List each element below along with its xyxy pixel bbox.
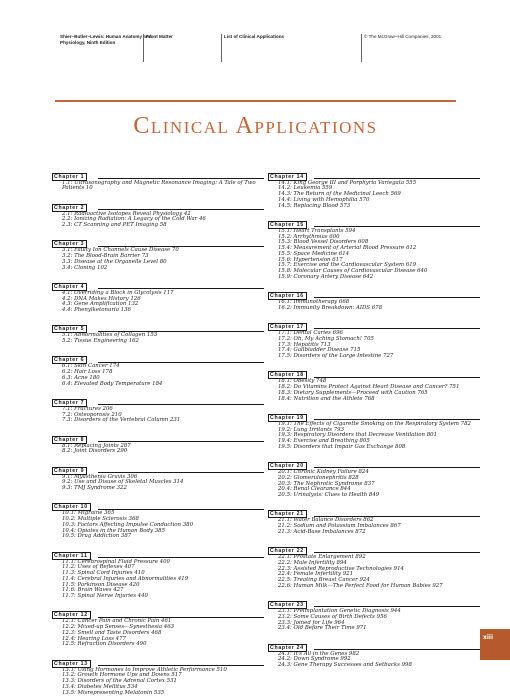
clinical-application-entry: 15.6: Hypertension 617 (268, 258, 480, 264)
clinical-application-entry: 8.2: Joint Disorders 290 (52, 449, 264, 455)
clinical-application-entry: 24.1: It's All in the Genes 982 (268, 652, 480, 658)
clinical-application-entry: 13.1: Using Hormones to Improve Athletic Performance 510 (52, 668, 264, 674)
running-header (58, 34, 498, 62)
clinical-application-entry: 16.2: Immunity Breakdown: AIDS 678 (268, 306, 480, 312)
clinical-application-entry: 20.3: The Nephrotic Syndrome 837 (268, 482, 480, 488)
chapter-block (268, 591, 480, 632)
clinical-application-entry: 15.5: Space Medicine 614 (268, 252, 480, 258)
chapter-block (52, 650, 264, 696)
chapter-heading: Chapter 6 (52, 356, 87, 364)
clinical-application-entry: 10.1: Migraine 365 (52, 511, 264, 517)
chapter-block (52, 273, 264, 314)
chapter-heading: Chapter 8 (52, 436, 87, 444)
clinical-application-entry: 10.4: Opiates in the Human Body 385 (52, 529, 264, 535)
clinical-application-entry: 23.2: Some Causes of Birth Defects 956 (268, 615, 480, 621)
clinical-application-entry: 18.1: Obesity 748 (268, 379, 480, 385)
clinical-application-entry: 19.4: Exercise and Breathing 805 (268, 439, 480, 445)
chapter-rule (314, 377, 480, 378)
chapter-heading: Chapter 22 (268, 547, 307, 555)
clinical-application-entry: 14.5: Replacing Blood 573 (268, 204, 480, 210)
chapter-block (52, 542, 264, 600)
clinical-application-entry: 15.9: Coronary Artery Disease 642 (268, 275, 480, 281)
clinical-application-entry: 17.3: Hepatitis 713 (268, 343, 480, 349)
page-number-tab (480, 629, 510, 660)
chapter-rule (98, 441, 264, 442)
clinical-application-entry: 6.4: Elevated Body Temperature 184 (52, 382, 264, 388)
chapter-block (52, 426, 264, 456)
chapter-block (268, 163, 480, 210)
clinical-application-entry: 20.5: Urinalysis: Clues to Health 849 (268, 493, 480, 499)
clinical-application-entry: 9.3: TMJ Syndrome 322 (52, 486, 264, 492)
clinical-application-entry: 4.2: DNA Makes History 126 (52, 297, 264, 303)
clinical-application-entry: 10.3: Factors Affecting Impulse Conduction 380 (52, 523, 264, 529)
clinical-application-entry: 19.2: Lung Irritants 793 (268, 428, 480, 434)
chapter-block (268, 211, 480, 281)
clinical-application-entry: 21.2: Sodium and Potassium Imbalances 867 (268, 524, 480, 530)
clinical-application-entry: 15.3: Blood Vessel Disorders 608 (268, 240, 480, 246)
chapter-heading: Chapter 1 (52, 173, 87, 181)
chapter-heading: Chapter 19 (268, 414, 307, 422)
chapter-rule (98, 209, 264, 210)
clinical-application-entry: 14.4: Living with Hemophilia 570 (268, 198, 480, 204)
page-number: xiii (483, 634, 493, 641)
chapter-rule (98, 362, 264, 363)
title-rule (55, 100, 456, 102)
chapter-block (52, 163, 264, 193)
clinical-application-entry: 4.1: Overriding a Block in Glycolysis 117 (52, 291, 264, 297)
clinical-application-entry: 11.3: Spinal Cord Injuries 410 (52, 571, 264, 577)
chapter-block (268, 452, 480, 499)
chapter-heading: Chapter 11 (52, 552, 91, 560)
clinical-application-entry: 20.1: Chronic Kidney Failure 824 (268, 470, 480, 476)
clinical-application-entry: 21.3: Acid-Base Imbalances 872 (268, 530, 480, 536)
clinical-application-entry: 7.3: Disorders of the Vertebral Column 231 (52, 418, 264, 424)
clinical-application-entry: 23.1: Preimplantation Genetic Diagnosis 944 (268, 609, 480, 615)
clinical-application-entry: 3.2: The Blood-Brain Barrier 73 (52, 254, 264, 260)
chapter-heading: Chapter 14 (268, 173, 307, 181)
clinical-application-entry: 17.4: Gallbladder Disease 715 (268, 348, 480, 354)
clinical-application-entry: 12.5: Refraction Disorders 490 (52, 642, 264, 648)
chapter-block (52, 315, 264, 345)
clinical-application-entry: 3.4: Cloning 102 (52, 266, 264, 272)
clinical-application-entry: 11.7: Spinal Nerve Injuries 440 (52, 594, 264, 600)
clinical-application-entry: 17.2: Oh, My Aching Stomach! 705 (268, 337, 480, 343)
chapter-heading: Chapter 18 (268, 371, 307, 379)
chapter-heading: Chapter 13 (52, 660, 91, 668)
clinical-application-entry: 18.4: Nutrition and the Athlete 768 (268, 397, 480, 403)
clinical-application-entry: 23.4: Old Before Their Time 971 (268, 626, 480, 632)
clinical-application-entry: 10.2: Multiple Sclerosis 368 (52, 517, 264, 523)
clinical-application-entry: 19.5: Disorders that Impair Gas Exchange 808 (268, 445, 480, 451)
left-column (52, 161, 264, 696)
clinical-application-entry: 22.3: Assisted Reproductive Technologies 914 (268, 567, 480, 573)
chapter-block (52, 194, 264, 229)
clinical-application-entry: 22.4: Female Infertility 921 (268, 572, 480, 578)
clinical-application-entry: 24.2: Down Syndrome 992 (268, 657, 480, 663)
clinical-application-entry: 12.4: Hearing Loss 477 (52, 637, 264, 643)
clinical-application-entry: 3.1: Faulty Ion Channels Cause Disease 70 (52, 248, 264, 254)
clinical-application-entry: 2.2: Ionizing Radiation: A Legacy of the Cold War 46 (52, 217, 264, 223)
clinical-application-entry: 1.1: Ultrasonography and Magnetic Resonance Imaging: A Tale of Two Patients 10 (52, 181, 264, 193)
clinical-application-entry: 19.1: The Effects of Cigarette Smoking on the Respiratory System 782 (268, 422, 480, 428)
clinical-application-entry: 4.3: Gene Amplification 132 (52, 302, 264, 308)
chapter-block (52, 493, 264, 540)
section-name: Front Matter (143, 34, 206, 62)
clinical-application-entry: 9.1: Myasthenia Gravis 306 (52, 475, 264, 481)
clinical-application-entry: 14.3: The Return of the Medicinal Leech 569 (268, 192, 480, 198)
clinical-application-entry: 7.1: Fractures 206 (52, 407, 264, 413)
chapter-block (268, 500, 480, 535)
clinical-application-entry: 15.8: Molecular Causes of Cardiovascular Disease 640 (268, 269, 480, 275)
copyright-notice: © The McGraw−Hill Companies, 2001 (361, 34, 484, 62)
clinical-application-entry: 22.1: Prostate Enlargement 892 (268, 555, 480, 561)
clinical-application-entry: 20.2: Glomerulonephritis 828 (268, 476, 480, 482)
chapter-block (52, 230, 264, 271)
clinical-application-entry: 18.2: Do Vitamins Protect Against Heart Disease and Cancer? 751 (268, 385, 480, 391)
page-topic: List of Clinical Applications (221, 34, 314, 62)
clinical-application-entry: 14.2: Leukemia 559 (268, 186, 480, 192)
clinical-application-entry: 15.4: Measurement of Arterial Blood Pressure 612 (268, 246, 480, 252)
chapter-rule (98, 665, 264, 666)
chapter-heading: Chapter 21 (268, 510, 307, 518)
clinical-application-entry: 5.1: Abnormalities of Collagen 153 (52, 333, 264, 339)
clinical-application-entry: 8.1: Replacing Joints 287 (52, 444, 264, 450)
chapter-heading: Chapter 10 (52, 503, 91, 511)
clinical-application-entry: 13.3: Disorders of the Adrenal Cortex 531 (52, 679, 264, 685)
chapter-rule (314, 178, 480, 179)
chapter-rule (314, 419, 480, 420)
clinical-application-entry: 7.2: Osteoporosis 210 (52, 413, 264, 419)
page-title: Clinical Applications (55, 112, 456, 140)
clinical-application-entry: 24.3: Gene Therapy Successes and Setbacks 998 (268, 663, 480, 669)
chapter-rule (314, 649, 480, 650)
clinical-application-entry: 13.5: Misrepresenting Melatonin 535 (52, 691, 264, 696)
clinical-application-entry: 15.2: Arrhythmias 600 (268, 235, 480, 241)
chapter-heading: Chapter 5 (52, 325, 87, 333)
clinical-application-entry: 22.2: Male Infertility 894 (268, 561, 480, 567)
clinical-application-entry: 11.2: Uses of Reflexes 407 (52, 565, 264, 571)
chapter-heading: Chapter 7 (52, 399, 87, 407)
clinical-application-entry: 2.3: CT Scanning and PET Imaging 58 (52, 223, 264, 229)
chapter-rule (314, 226, 480, 227)
chapter-block (52, 457, 264, 492)
book-title: Shier−Butler−Lewis: Human Anatomy and Physiology, Ninth Edition (58, 34, 160, 62)
chapter-rule (98, 509, 264, 510)
chapter-rule (98, 288, 264, 289)
clinical-application-entry: 17.5: Disorders of the Large Intestine 727 (268, 354, 480, 360)
clinical-application-entry: 18.3: Dietary Supplements—Proceed with Caution 765 (268, 391, 480, 397)
clinical-application-entry: 3.3: Disease at the Organelle Level 80 (52, 260, 264, 266)
clinical-application-entry: 21.1: Water Balance Disorders 862 (268, 518, 480, 524)
chapter-heading: Chapter 12 (52, 611, 91, 619)
clinical-application-entry: 14.1: King George III and Porphyria Variegata 555 (268, 181, 480, 187)
clinical-application-entry: 13.4: Diabetes Mellitus 534 (52, 685, 264, 691)
clinical-application-entry: 22.6: Human Milk—The Perfect Food for Human Babies 927 (268, 584, 480, 590)
chapter-block (52, 389, 264, 424)
chapter-rule (98, 472, 264, 473)
clinical-application-entry: 12.1: Cancer Pain and Chronic Pain 461 (52, 619, 264, 625)
chapter-rule (98, 557, 264, 558)
clinical-application-entry: 23.3: Joined for Life 964 (268, 621, 480, 627)
clinical-application-entry: 11.4: Cerebral Injuries and Abnormalities 419 (52, 577, 264, 583)
clinical-application-entry: 15.1: Heart Transplants 594 (268, 229, 480, 235)
chapter-rule (98, 404, 264, 405)
clinical-application-entry: 19.3: Respiratory Disorders that Decrease Ventilation 801 (268, 433, 480, 439)
clinical-application-entry: 9.2: Use and Disuse of Skeletal Muscles 314 (52, 480, 264, 486)
clinical-application-entry: 5.2: Tissue Engineering 162 (52, 339, 264, 345)
chapter-block (52, 601, 264, 648)
chapter-heading: Chapter 15 (268, 221, 307, 229)
clinical-application-entry: 12.3: Smell and Taste Disorders 468 (52, 631, 264, 637)
chapter-block (52, 346, 264, 387)
chapter-block (268, 634, 480, 669)
clinical-application-entry: 10.5: Drug Addiction 387 (52, 534, 264, 540)
chapter-heading: Chapter 3 (52, 240, 87, 248)
clinical-application-entry: 2.1: Radioactive Isotopes Reveal Physiology 42 (52, 212, 264, 218)
clinical-application-entry: 17.1: Dental Caries 696 (268, 331, 480, 337)
clinical-application-entry: 15.7: Exercise and the Cardiovascular System 619 (268, 263, 480, 269)
clinical-application-entry: 11.6: Brain Waves 427 (52, 588, 264, 594)
clinical-application-entry: 22.5: Treating Breast Cancer 924 (268, 578, 480, 584)
chapter-heading: Chapter 23 (268, 601, 307, 609)
chapter-heading: Chapter 24 (268, 644, 307, 652)
chapter-block (268, 361, 480, 402)
clinical-application-entry: 4.4: Phenylketonuria 136 (52, 308, 264, 314)
clinical-application-entry: 6.1: Skin Cancer 174 (52, 364, 264, 370)
chapter-block (268, 537, 480, 590)
clinical-application-entry: 12.2: Mixed-up Senses—Synesthesia 463 (52, 625, 264, 631)
chapter-block (268, 282, 480, 312)
right-column (268, 161, 480, 669)
chapter-heading: Chapter 9 (52, 467, 87, 475)
clinical-application-entry: 11.5: Parkinson Disease 420 (52, 583, 264, 589)
chapter-heading: Chapter 4 (52, 283, 87, 291)
chapter-heading: Chapter 20 (268, 462, 307, 470)
chapter-heading: Chapter 16 (268, 292, 307, 300)
clinical-application-entry: 6.2: Hair Loss 178 (52, 370, 264, 376)
chapter-block (268, 313, 480, 360)
clinical-application-entry: 16.1: Immunotherapy 668 (268, 300, 480, 306)
clinical-application-entry: 11.1: Cerebrospinal Fluid Pressure 400 (52, 560, 264, 566)
chapter-heading: Chapter 17 (268, 323, 307, 331)
clinical-application-entry: 6.3: Acne 180 (52, 376, 264, 382)
clinical-application-entry: 13.2: Growth Hormone Ups and Downs 517 (52, 673, 264, 679)
chapter-rule (98, 178, 264, 179)
chapter-heading: Chapter 2 (52, 204, 87, 212)
clinical-application-entry: 20.4: Renal Clearance 844 (268, 487, 480, 493)
chapter-block (268, 404, 480, 451)
